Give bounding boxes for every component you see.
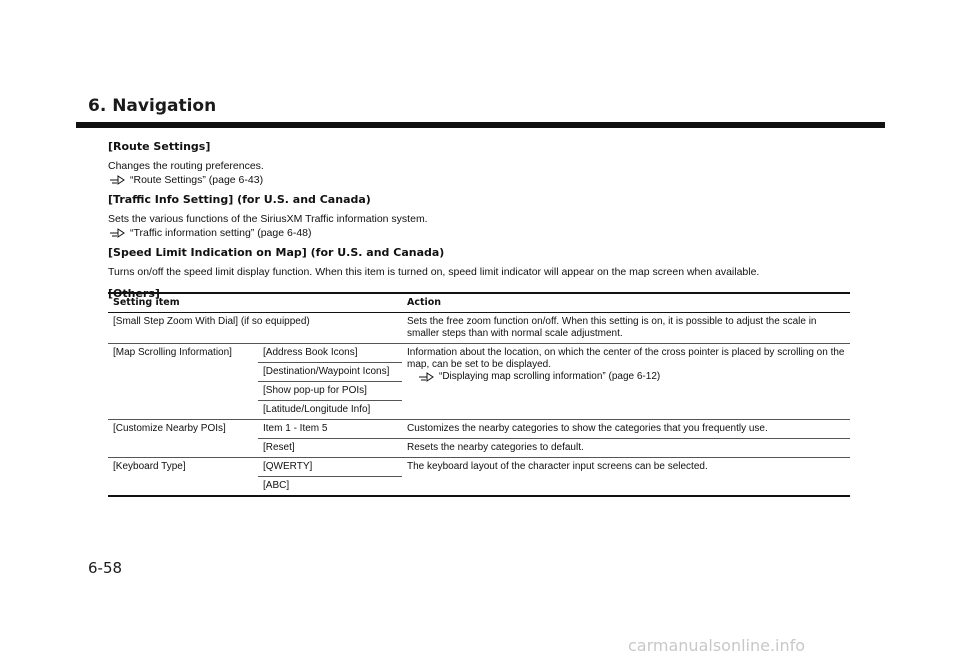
setting-item1-item5: Item 1 - Item 5 bbox=[258, 420, 402, 439]
setting-qwerty: [QWERTY] bbox=[258, 458, 402, 477]
setting-small-step-zoom: [Small Step Zoom With Dial] (if so equipped) bbox=[108, 313, 402, 344]
setting-customize-nearby: [Customize Nearby POIs] bbox=[108, 420, 258, 458]
traffic-info-ref-text: “Traffic information setting” (page 6-48) bbox=[130, 227, 312, 239]
setting-destination-waypoint-icons: [Destination/Waypoint Icons] bbox=[258, 363, 402, 382]
page-reference-icon bbox=[108, 174, 128, 186]
speed-limit-body: Turns on/off the speed limit display function. When this item is turned on, speed limit indicator will appear on the map screen when available. bbox=[108, 266, 760, 278]
content bbox=[108, 140, 850, 306]
route-settings-ref[interactable] bbox=[108, 173, 850, 187]
setting-abc: [ABC] bbox=[263, 480, 290, 491]
header-action: Action bbox=[402, 293, 850, 313]
setting-latitude-longitude: [Latitude/Longitude Info] bbox=[258, 401, 402, 420]
watermark: carmanualsonline.info bbox=[628, 636, 806, 655]
table-header-row bbox=[108, 293, 850, 313]
route-settings-ref-text: “Route Settings” (page 6-43) bbox=[130, 174, 264, 186]
action-small-step-zoom: Sets the free zoom function on/off. When this setting is on, it is possible to adjust the scale in smaller steps than with normal scale adjustment. bbox=[402, 313, 850, 344]
title-rule bbox=[76, 122, 885, 128]
chapter-title: 6. Navigation bbox=[88, 96, 217, 116]
setting-show-popup-pois: [Show pop-up for POIs] bbox=[258, 382, 402, 401]
action-item1-item5: Customizes the nearby categories to show the categories that you frequently use. bbox=[402, 420, 850, 439]
action-keyboard-type: The keyboard layout of the character input screens can be selected. bbox=[407, 461, 708, 472]
traffic-info-ref[interactable] bbox=[108, 226, 850, 240]
action-map-scrolling-text: Information about the location, on which the center of the cross pointer is placed by scrolling on the map, can be set to be displayed. bbox=[407, 347, 845, 370]
setting-address-book-icons: [Address Book Icons] bbox=[258, 344, 402, 363]
others-heading: [Others] bbox=[108, 287, 160, 300]
table-row bbox=[108, 420, 850, 439]
action-reset: Resets the nearby categories to default. bbox=[402, 439, 850, 458]
page-reference-icon bbox=[108, 227, 128, 239]
setting-reset: [Reset] bbox=[258, 439, 402, 458]
header-setting-item: Setting item bbox=[108, 293, 402, 313]
others-settings-table bbox=[108, 292, 850, 497]
traffic-info-body: Sets the various functions of the SiriusXM Traffic information system. bbox=[108, 213, 428, 225]
route-settings-heading: [Route Settings] bbox=[108, 140, 211, 153]
speed-limit-heading: [Speed Limit Indication on Map] (for U.S. and Canada) bbox=[108, 246, 445, 259]
page-number: 6-58 bbox=[88, 559, 123, 577]
map-scrolling-ref-text: “Displaying map scrolling information” (page 6-12) bbox=[439, 371, 661, 382]
table-row bbox=[108, 458, 850, 477]
setting-keyboard-type: [Keyboard Type] bbox=[113, 461, 186, 472]
setting-map-scrolling: [Map Scrolling Information] bbox=[108, 344, 258, 420]
action-map-scrolling bbox=[402, 344, 850, 420]
table-row bbox=[108, 344, 850, 363]
route-settings-body: Changes the routing preferences. bbox=[108, 160, 264, 172]
traffic-info-heading: [Traffic Info Setting] (for U.S. and Canada) bbox=[108, 193, 371, 206]
page-reference-icon bbox=[417, 371, 437, 383]
map-scrolling-ref[interactable] bbox=[407, 371, 845, 383]
table-row bbox=[108, 313, 850, 344]
